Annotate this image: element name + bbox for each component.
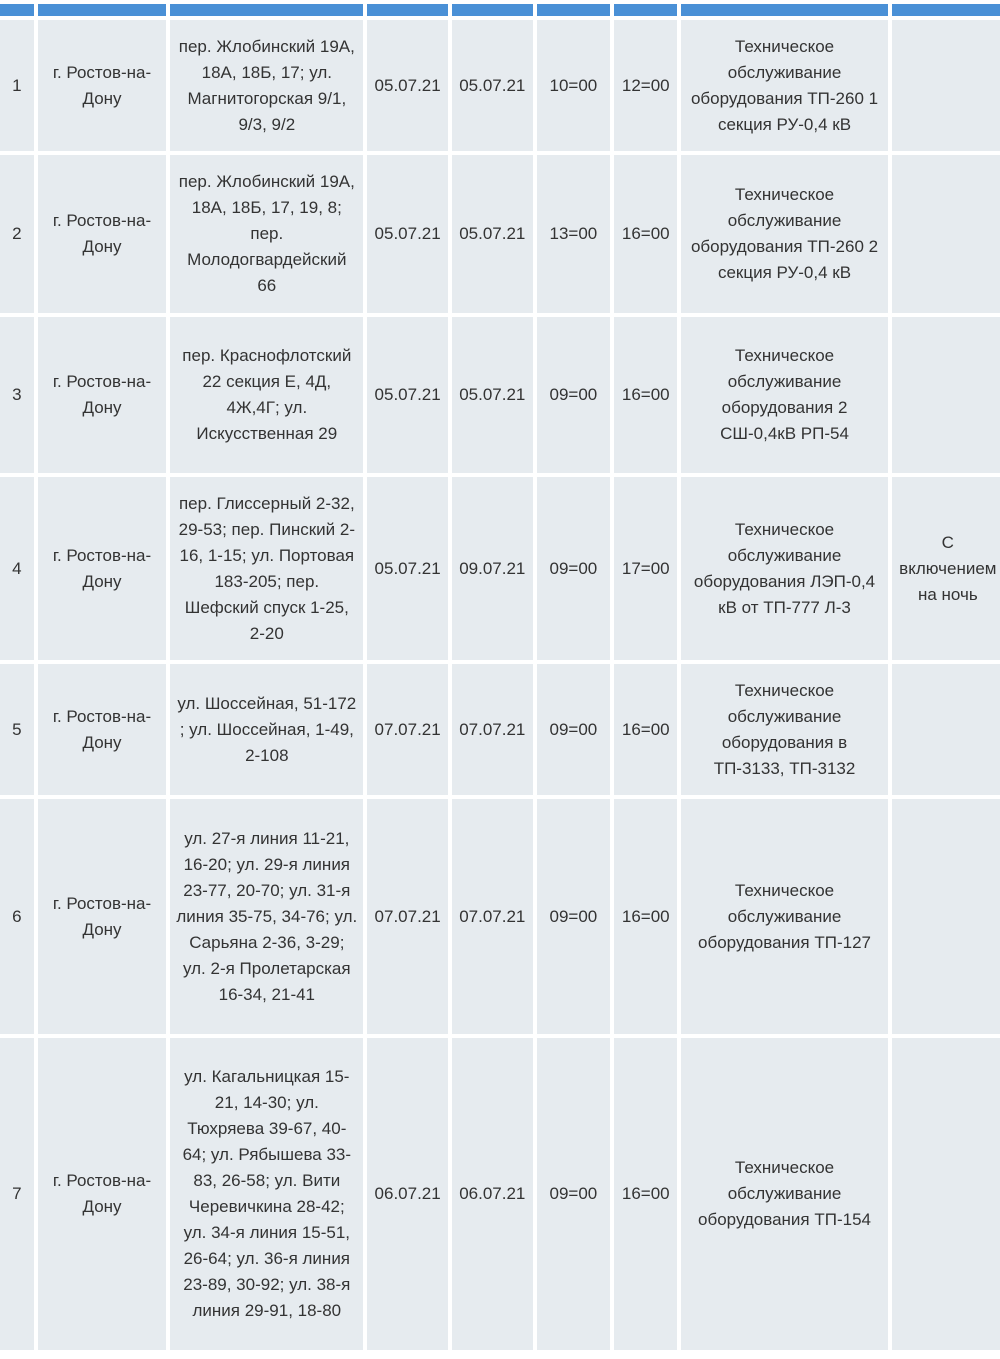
time-end-cell: 17=00: [614, 477, 677, 660]
time-start-cell: 09=00: [537, 799, 611, 1034]
address-cell: пер. Жлобинский 19А, 18А, 18Б, 17; ул. Магнитогорская 9/1, 9/3, 9/2: [170, 20, 363, 151]
date-end-cell: 05.07.21: [452, 20, 533, 151]
row-number: 4: [0, 477, 34, 660]
time-start-cell: 10=00: [537, 20, 611, 151]
time-start-cell: 09=00: [537, 317, 611, 473]
header-cell: [38, 4, 167, 16]
note-cell: [892, 155, 1000, 313]
city-cell: г. Ростов-на-Дону: [38, 155, 167, 313]
note-cell: [892, 20, 1000, 151]
date-end-cell: 05.07.21: [452, 155, 533, 313]
city-cell: г. Ростов-на-Дону: [38, 664, 167, 795]
time-end-cell: 16=00: [614, 317, 677, 473]
header-cell: [681, 4, 887, 16]
work-description-cell: Техническое обслуживание оборудования ТП-260 2 секция РУ-0,4 кВ: [681, 155, 887, 313]
row-number: 6: [0, 799, 34, 1034]
city-cell: г. Ростов-на-Дону: [38, 477, 167, 660]
work-description-cell: Техническое обслуживание оборудования в ТП-3133, ТП-3132: [681, 664, 887, 795]
time-end-cell: 16=00: [614, 1038, 677, 1350]
table-header-bar: [0, 4, 1000, 16]
date-start-cell: 05.07.21: [367, 477, 448, 660]
address-cell: пер. Глиссерный 2-32, 29-53; пер. Пинский 2-16, 1-15; ул. Портовая 183-205; пер. Шефский спуск 1-25, 2-20: [170, 477, 363, 660]
work-description-cell: Техническое обслуживание оборудования ЛЭП-0,4 кВ от ТП-777 Л-3: [681, 477, 887, 660]
date-start-cell: 05.07.21: [367, 155, 448, 313]
work-description-cell: Техническое обслуживание оборудования ТП-127: [681, 799, 887, 1034]
work-description-cell: Техническое обслуживание оборудования ТП-154: [681, 1038, 887, 1350]
row-number: 7: [0, 1038, 34, 1350]
header-cell: [367, 4, 448, 16]
address-cell: ул. Шоссейная, 51-172 ; ул. Шоссейная, 1-49, 2-108: [170, 664, 363, 795]
time-end-cell: 16=00: [614, 799, 677, 1034]
note-cell: С включением на ночь: [892, 477, 1000, 660]
city-cell: г. Ростов-на-Дону: [38, 20, 167, 151]
work-description-cell: Техническое обслуживание оборудования 2 СШ-0,4кВ РП-54: [681, 317, 887, 473]
row-number: 1: [0, 20, 34, 151]
city-cell: г. Ростов-на-Дону: [38, 799, 167, 1034]
date-start-cell: 06.07.21: [367, 1038, 448, 1350]
time-start-cell: 09=00: [537, 664, 611, 795]
city-cell: г. Ростов-на-Дону: [38, 1038, 167, 1350]
date-end-cell: 05.07.21: [452, 317, 533, 473]
address-cell: пер. Жлобинский 19А, 18А, 18Б, 17, 19, 8; пер. Молодогвардейский 66: [170, 155, 363, 313]
time-end-cell: 16=00: [614, 664, 677, 795]
time-end-cell: 12=00: [614, 20, 677, 151]
note-cell: [892, 317, 1000, 473]
time-start-cell: 09=00: [537, 1038, 611, 1350]
date-start-cell: 05.07.21: [367, 317, 448, 473]
row-number: 5: [0, 664, 34, 795]
date-end-cell: 06.07.21: [452, 1038, 533, 1350]
time-start-cell: 13=00: [537, 155, 611, 313]
work-description-cell: Техническое обслуживание оборудования ТП-260 1 секция РУ-0,4 кВ: [681, 20, 887, 151]
table-row: [0, 20, 1000, 151]
header-cell: [0, 4, 34, 16]
table-row: [0, 155, 1000, 313]
time-end-cell: 16=00: [614, 155, 677, 313]
date-start-cell: 07.07.21: [367, 664, 448, 795]
date-end-cell: 09.07.21: [452, 477, 533, 660]
header-cell: [170, 4, 363, 16]
address-cell: ул. 27-я линия 11-21, 16-20; ул. 29-я линия 23-77, 20-70; ул. 31-я линия 35-75, 34-76; ул. Сарьяна 2-36, 3-29; ул. 2-я Пролетарская 16-34, 21-41: [170, 799, 363, 1034]
note-cell: [892, 799, 1000, 1034]
date-end-cell: 07.07.21: [452, 664, 533, 795]
city-cell: г. Ростов-на-Дону: [38, 317, 167, 473]
header-cell: [614, 4, 677, 16]
table-row: [0, 799, 1000, 1034]
date-start-cell: 07.07.21: [367, 799, 448, 1034]
table-row: [0, 1038, 1000, 1350]
table-row: [0, 664, 1000, 795]
date-end-cell: 07.07.21: [452, 799, 533, 1034]
header-cell: [892, 4, 1000, 16]
address-cell: пер. Краснофлотский 22 секция Е, 4Д, 4Ж,4Г; ул. Искусственная 29: [170, 317, 363, 473]
table-row: [0, 317, 1000, 473]
header-cell: [537, 4, 611, 16]
time-start-cell: 09=00: [537, 477, 611, 660]
row-number: 3: [0, 317, 34, 473]
table-row: [0, 477, 1000, 660]
row-number: 2: [0, 155, 34, 313]
table-body: [0, 4, 1000, 1350]
header-cell: [452, 4, 533, 16]
note-cell: [892, 1038, 1000, 1350]
address-cell: ул. Кагальницкая 15-21, 14-30; ул. Тюхряева 39-67, 40-64; ул. Рябышева 33-83, 26-58; ул. Вити Черевичкина 28-42; ул. 34-я линия 15-51, 26-64; ул. 36-я линия 23-89, 30-92; ул. 38-я линия 29-91, 18-80: [170, 1038, 363, 1350]
note-cell: [892, 664, 1000, 795]
date-start-cell: 05.07.21: [367, 20, 448, 151]
